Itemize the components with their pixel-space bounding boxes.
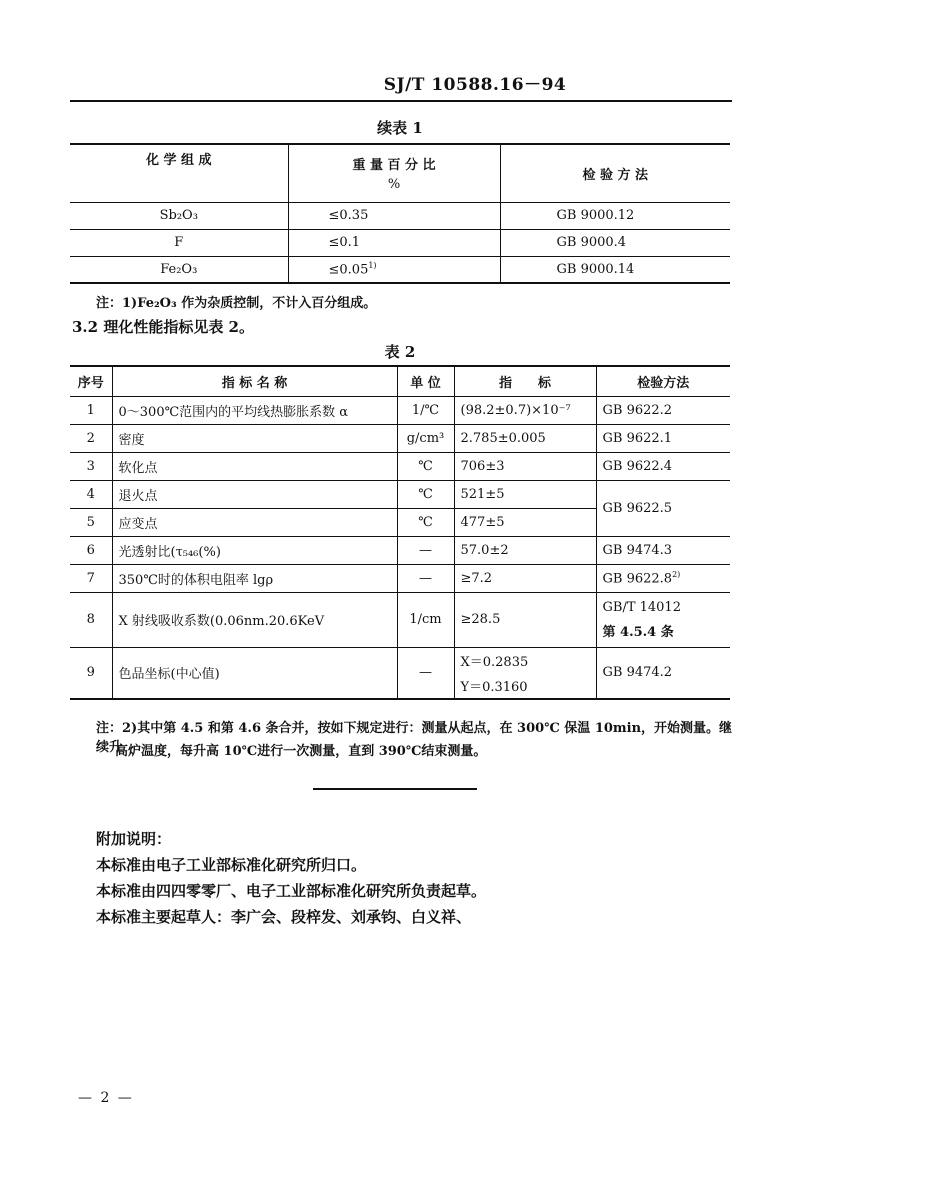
- cell-no: 9: [70, 647, 112, 699]
- end-rule: [313, 788, 477, 790]
- method-line-1: GB/T 14012: [602, 599, 681, 615]
- header-no: 序号: [70, 366, 112, 396]
- table2-note-line-1: 注：2)其中第 4.5 和第 4.6 条合并，按如下规定进行：测量从起点，在 300℃ 保温 10min，开始测量。继续升: [96, 721, 733, 755]
- cell-value: (98.2±0.7)×10⁻⁷: [454, 396, 596, 424]
- cell-name: 软化点: [112, 452, 397, 480]
- cell-unit: 1/cm: [397, 592, 454, 647]
- header-method: 检验方法: [596, 366, 730, 396]
- table-row: [70, 396, 730, 424]
- cell-no: 8: [70, 592, 112, 647]
- section-3-2: 3.2 理化性能指标见表 2。: [72, 318, 254, 336]
- cell-method: GB 9622.1: [596, 424, 730, 452]
- cell-unit: ℃: [397, 480, 454, 508]
- cell-no: 6: [70, 536, 112, 564]
- value-y: Y＝0.3160: [460, 679, 528, 695]
- cell-name: 退火点: [112, 480, 397, 508]
- method-text: GB 9622.8: [602, 571, 673, 587]
- table2-header-row: [70, 366, 730, 396]
- cell-value: ≥7.2: [454, 564, 596, 592]
- cell-no: 3: [70, 452, 112, 480]
- cell-weight: ≤0.1: [288, 229, 500, 256]
- cell-value: 706±3: [454, 452, 596, 480]
- appendix-line-1: 本标准由电子工业部标准化研究所归口。: [96, 856, 367, 874]
- table-row: [70, 592, 730, 647]
- cell-value: [454, 647, 596, 699]
- table2-note-line-2: 高炉温度，每升高 10℃进行一次测量，直到 390℃结束测量。: [115, 744, 487, 759]
- value-x: X＝0.2835: [460, 654, 529, 670]
- cell-unit: —: [397, 647, 454, 699]
- table-row: [70, 480, 730, 508]
- table1-caption: 续表 1: [377, 119, 423, 137]
- table-row: [70, 564, 730, 592]
- cell-name: 350℃时的体积电阻率 lgρ: [112, 564, 397, 592]
- table2-properties: [70, 365, 730, 700]
- cell-unit: —: [397, 536, 454, 564]
- table2-caption: 表 2: [384, 343, 416, 361]
- cell-composition: Sb₂O₃: [70, 202, 288, 229]
- cell-name: X 射线吸收系数(0.06nm.20.6KeV: [112, 592, 397, 647]
- table-row: [70, 536, 730, 564]
- cell-name: 密度: [112, 424, 397, 452]
- cell-method: GB 9622.2: [596, 396, 730, 424]
- cell-value: 57.0±2: [454, 536, 596, 564]
- cell-weight: [288, 256, 500, 283]
- cell-unit: ℃: [397, 508, 454, 536]
- cell-unit: g/cm³: [397, 424, 454, 452]
- page-number: — 2 —: [78, 1090, 134, 1106]
- cell-unit: ℃: [397, 452, 454, 480]
- cell-method: [596, 564, 730, 592]
- cell-name: 光透射比(τ₅₄₆(%): [112, 536, 397, 564]
- cell-no: 1: [70, 396, 112, 424]
- cell-unit: 1/℃: [397, 396, 454, 424]
- table1-header-row: [70, 144, 730, 202]
- header-value: 指 标: [454, 366, 596, 396]
- cell-unit: —: [397, 564, 454, 592]
- table1-composition: [70, 143, 730, 284]
- footnote-ref: 1): [368, 261, 377, 271]
- cell-method: GB 9000.4: [500, 229, 730, 256]
- table-row: [70, 647, 730, 699]
- cell-no: 2: [70, 424, 112, 452]
- cell-no: 7: [70, 564, 112, 592]
- cell-composition: F: [70, 229, 288, 256]
- header-weight: [288, 144, 500, 202]
- header-name: 指 标 名 称: [112, 366, 397, 396]
- cell-no: 5: [70, 508, 112, 536]
- cell-weight: ≤0.35: [288, 202, 500, 229]
- header-unit: 单 位: [397, 366, 454, 396]
- table-row: [70, 256, 730, 283]
- footnote-ref: 2): [672, 569, 681, 579]
- cell-name: 0～300℃范围内的平均线热膨胀系数 α: [112, 396, 397, 424]
- header-method: 检 验 方 法: [500, 144, 730, 202]
- weight-value: ≤0.05: [328, 262, 369, 278]
- cell-method: GB 9000.14: [500, 256, 730, 283]
- header-weight-unit: %: [387, 177, 401, 193]
- cell-method: GB 9622.4: [596, 452, 730, 480]
- cell-composition: Fe₂O₃: [70, 256, 288, 283]
- cell-method: GB 9000.12: [500, 202, 730, 229]
- cell-value: 477±5: [454, 508, 596, 536]
- cell-value: 521±5: [454, 480, 596, 508]
- table-row: [70, 452, 730, 480]
- header-rule: [70, 100, 732, 102]
- appendix-title: 附加说明：: [96, 830, 172, 848]
- cell-method: GB 9474.2: [596, 647, 730, 699]
- cell-name: 色品坐标(中心值): [112, 647, 397, 699]
- table-row: [70, 202, 730, 229]
- cell-no: 4: [70, 480, 112, 508]
- header-composition: 化 学 组 成: [70, 144, 288, 202]
- cell-name: 应变点: [112, 508, 397, 536]
- cell-value: 2.785±0.005: [454, 424, 596, 452]
- cell-method: [596, 592, 730, 647]
- cell-method-merged: GB 9622.5: [596, 480, 730, 536]
- header-weight-label: 重 量 百 分 比: [352, 158, 436, 174]
- document-code-header: SJ/T 10588.16－94: [383, 75, 567, 95]
- table1-note: 注：1)Fe₂O₃ 作为杂质控制，不计入百分组成。: [96, 296, 377, 311]
- table-row: [70, 229, 730, 256]
- appendix-line-2: 本标准由四四零零厂、电子工业部标准化研究所负责起草。: [96, 882, 487, 900]
- cell-value: ≥28.5: [454, 592, 596, 647]
- method-line-2: 第 4.5.4 条: [602, 624, 674, 640]
- cell-method: GB 9474.3: [596, 536, 730, 564]
- table-row: [70, 424, 730, 452]
- appendix-line-3: 本标准主要起草人：李广会、段梓发、刘承钧、白义祥、: [96, 908, 472, 926]
